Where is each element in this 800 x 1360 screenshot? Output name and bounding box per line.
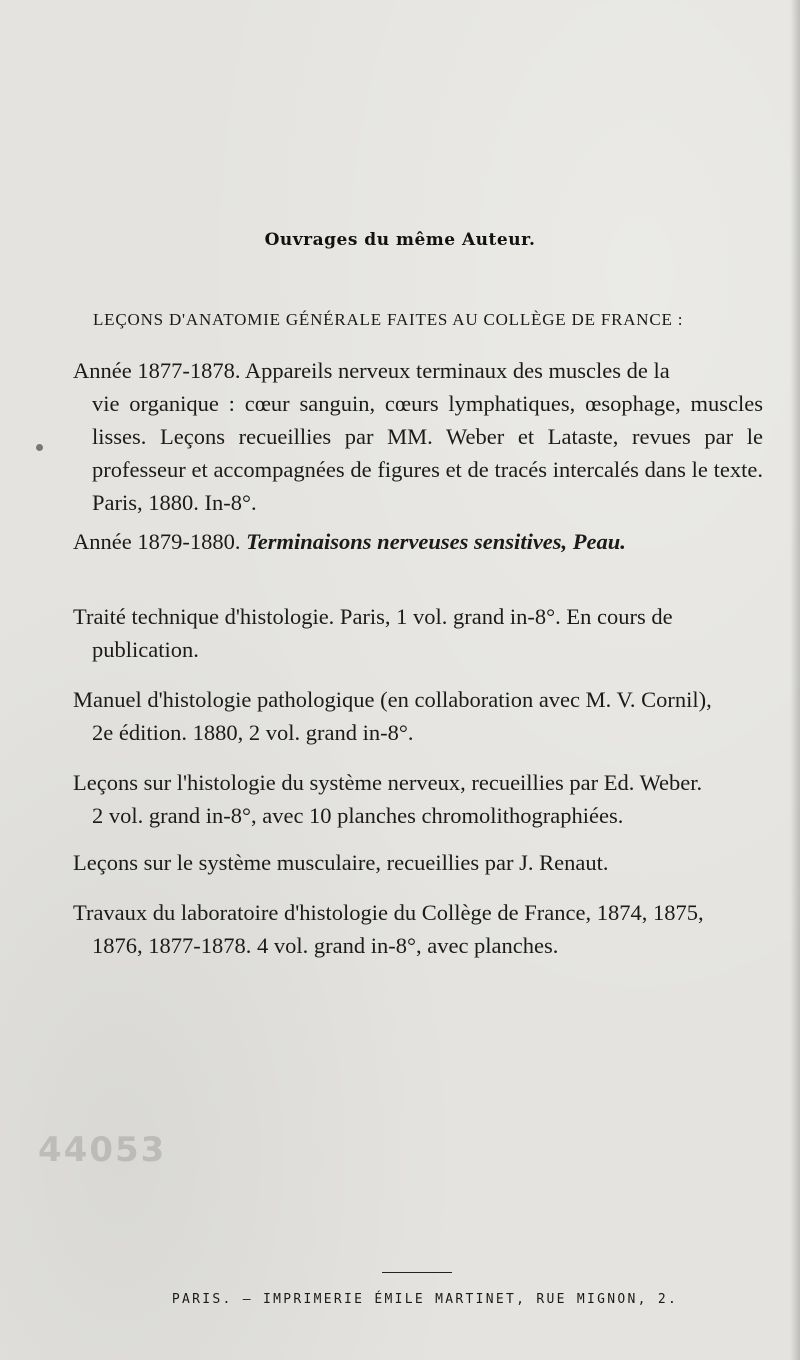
footer-rule (382, 1272, 452, 1273)
entry-travaux-laboratoire (73, 896, 763, 962)
entry-first-line: Manuel d'histologie pathologique (en collaboration avec M. V. Cornil), (73, 687, 712, 712)
entry-italic-title: Terminaisons nerveuses sensitives, Peau. (246, 529, 626, 554)
entry-manuel-histologie (73, 683, 763, 749)
entry-annee-1879 (73, 525, 763, 558)
library-stamp: 44053 (38, 1130, 167, 1170)
page-edge-shadow (790, 0, 800, 1360)
series-title: LEÇONS D'ANATOMIE GÉNÉRALE FAITES AU COLLÈGE DE FRANCE : (93, 310, 684, 329)
entry-continuation: publication. (92, 637, 199, 662)
entry-traite-technique (73, 600, 763, 666)
page-heading: Ouvrages du même Auteur. (264, 230, 536, 250)
entry-lecons-systeme-musculaire (73, 846, 763, 879)
entry-lecons-systeme-nerveux (73, 766, 763, 832)
entry-year: Année 1879-1880. (73, 529, 241, 554)
ink-speck (36, 444, 43, 451)
entry-first-line: Leçons sur l'histologie du système nerveux, recueillies par Ed. Weber. (73, 770, 703, 795)
entry-first-line: Leçons sur le système musculaire, recueillies par J. Renaut. (73, 850, 609, 875)
entry-first-line (73, 525, 763, 558)
entry-continuation: 1876, 1877-1878. 4 vol. grand in-8°, avec planches. (92, 933, 559, 958)
entry-continuation: 2 vol. grand in-8°, avec 10 planches chromolithographiées. (92, 803, 624, 828)
entry-annee-1877 (73, 354, 763, 519)
entry-first-line: Année 1877-1878. Appareils nerveux terminaux des muscles de la (73, 358, 670, 383)
entry-first-line: Traité technique d'histologie. Paris, 1 vol. grand in-8°. En cours de (73, 604, 673, 629)
entry-first-line: Travaux du laboratoire d'histologie du Collège de France, 1874, 1875, (73, 900, 704, 925)
entry-continuation: 2e édition. 1880, 2 vol. grand in-8°. (92, 720, 414, 745)
entry-continuation: vie organique : cœur sanguin, cœurs lymphatiques, œsophage, muscles lisses. Leçons recueillies par MM. Weber et Lataste, revues par le professeur et accompagnées de figures et de tracés intercalés dans le texte. Paris, 1880. In-8°. (92, 391, 763, 515)
printer-imprint: PARIS. — IMPRIMERIE ÉMILE MARTINET, RUE MIGNON, 2. (171, 1292, 679, 1307)
